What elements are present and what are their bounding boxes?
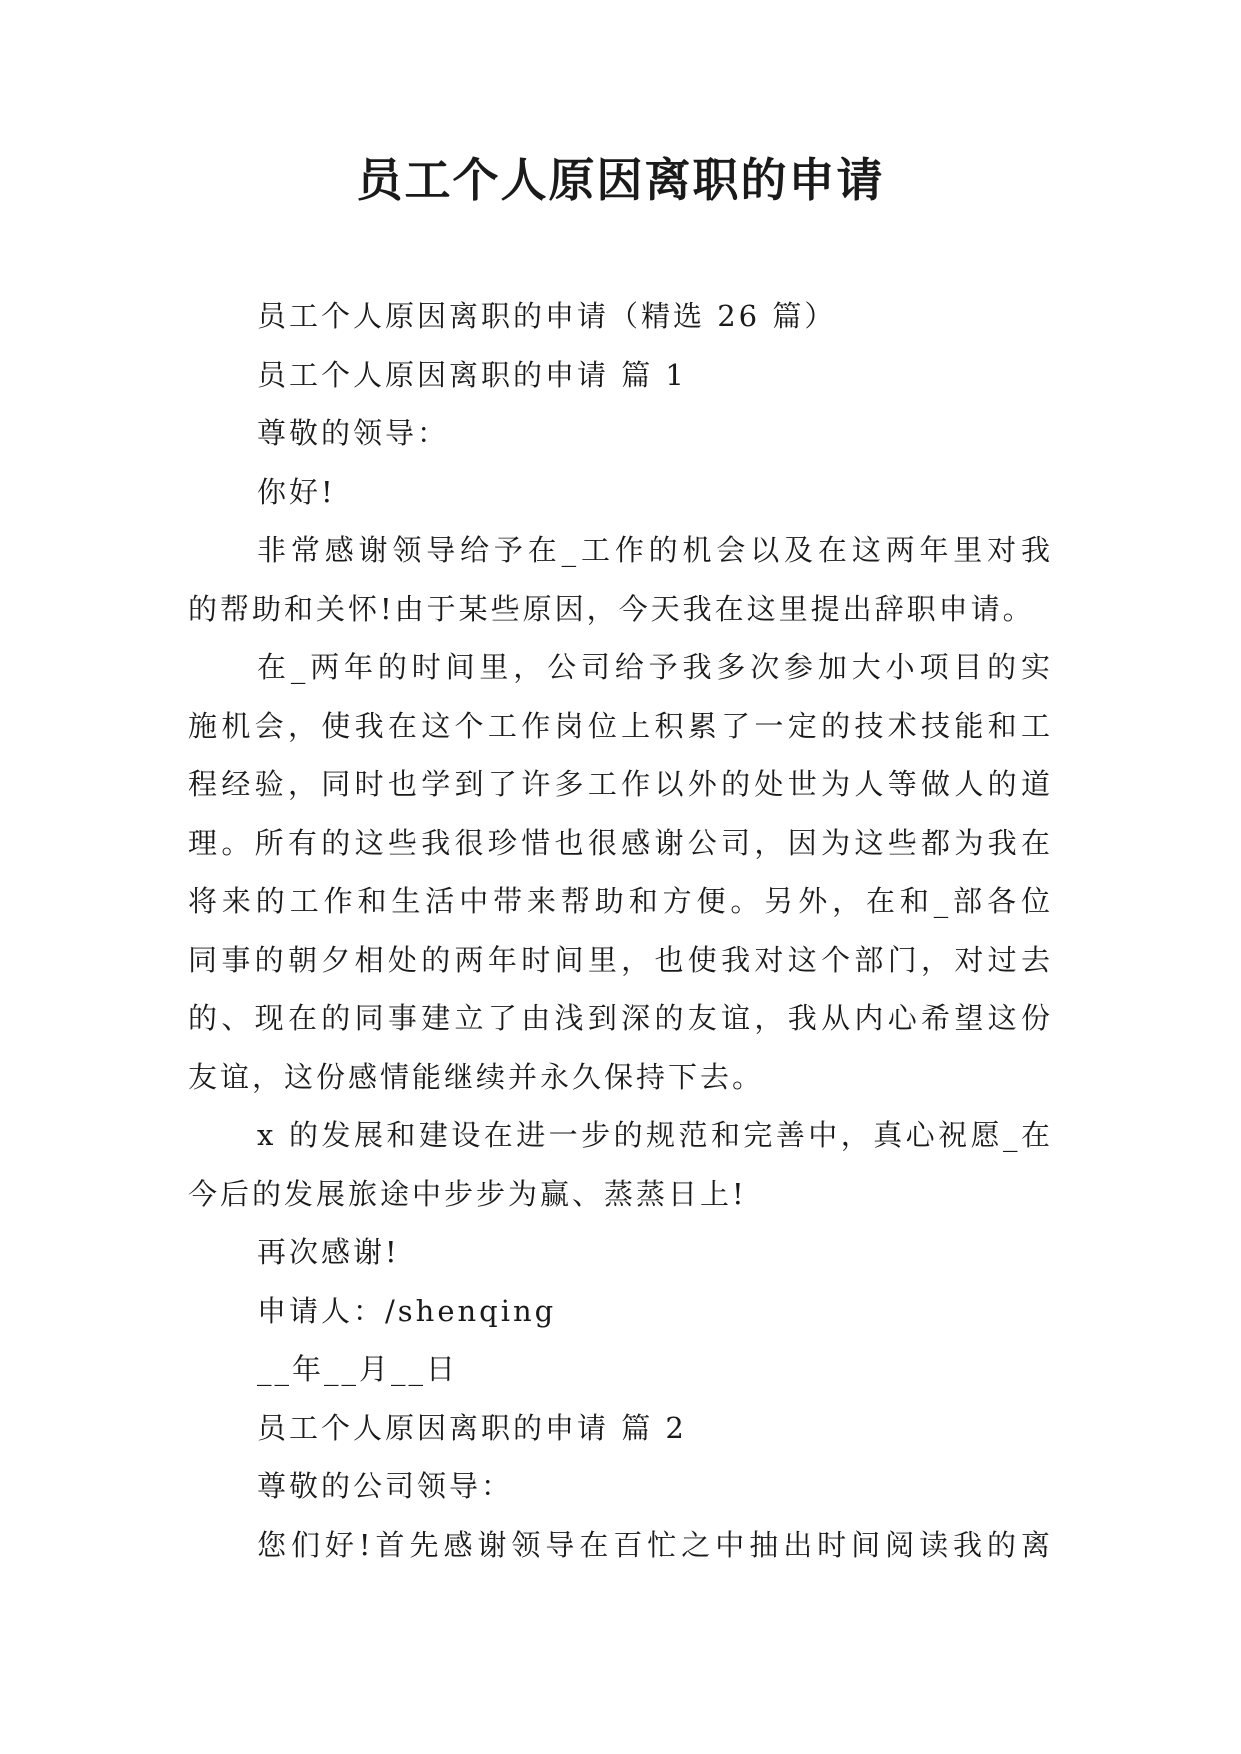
paragraph-line: 的、现在的同事建立了由浅到深的友谊，我从内心希望这份 (188, 1001, 1053, 1035)
applicant-line: 申请人：/shenqing (257, 1293, 557, 1328)
section-heading: 员工个人原因离职的申请 篇 1 (257, 357, 687, 392)
paragraph-line: 将来的工作和生活中带来帮助和方便。另外，在和_部各位 (188, 884, 1053, 918)
greeting: 你好! (257, 474, 336, 509)
date-line: __年__月__日 (257, 1352, 459, 1386)
paragraph-line: 同事的朝夕相处的两年时间里，也使我对这个部门，对过去 (188, 942, 1053, 977)
paragraph-line: 施机会，使我在这个工作岗位上积累了一定的技术技能和工 (188, 708, 1053, 743)
paragraph-line: 理。所有的这些我很珍惜也很感谢公司，因为这些都为我在 (188, 825, 1053, 860)
section-heading: 员工个人原因离职的申请 篇 2 (257, 1410, 687, 1445)
document-title: 员工个人原因离职的申请 (356, 153, 885, 207)
salutation: 尊敬的公司领导： (257, 1469, 514, 1503)
paragraph-line: 在_两年的时间里，公司给予我多次参加大小项目的实 (257, 650, 1053, 684)
paragraph-line: 友谊，这份感情能继续并永久保持下去。 (188, 1059, 765, 1094)
paragraph-line: 的帮助和关怀!由于某些原因，今天我在这里提出辞职申请。 (188, 591, 1035, 626)
paragraph-line: x 的发展和建设在进一步的规范和完善中，真心祝愿_在 (257, 1118, 1053, 1152)
paragraph-line: 您们好!首先感谢领导在百忙之中抽出时间阅读我的离 (257, 1527, 1053, 1562)
document-body (188, 287, 1053, 1574)
closing-line: 再次感谢! (257, 1235, 400, 1269)
paragraph-line: 今后的发展旅途中步步为赢、蒸蒸日上! (188, 1176, 747, 1211)
paragraph-line: 非常感谢领导给予在_工作的机会以及在这两年里对我 (257, 533, 1053, 567)
salutation: 尊敬的领导： (257, 416, 450, 450)
paragraph-line: 程经验，同时也学到了许多工作以外的处世为人等做人的道 (188, 767, 1053, 801)
paragraph-line: 员工个人原因离职的申请（精选 26 篇） (257, 299, 837, 333)
